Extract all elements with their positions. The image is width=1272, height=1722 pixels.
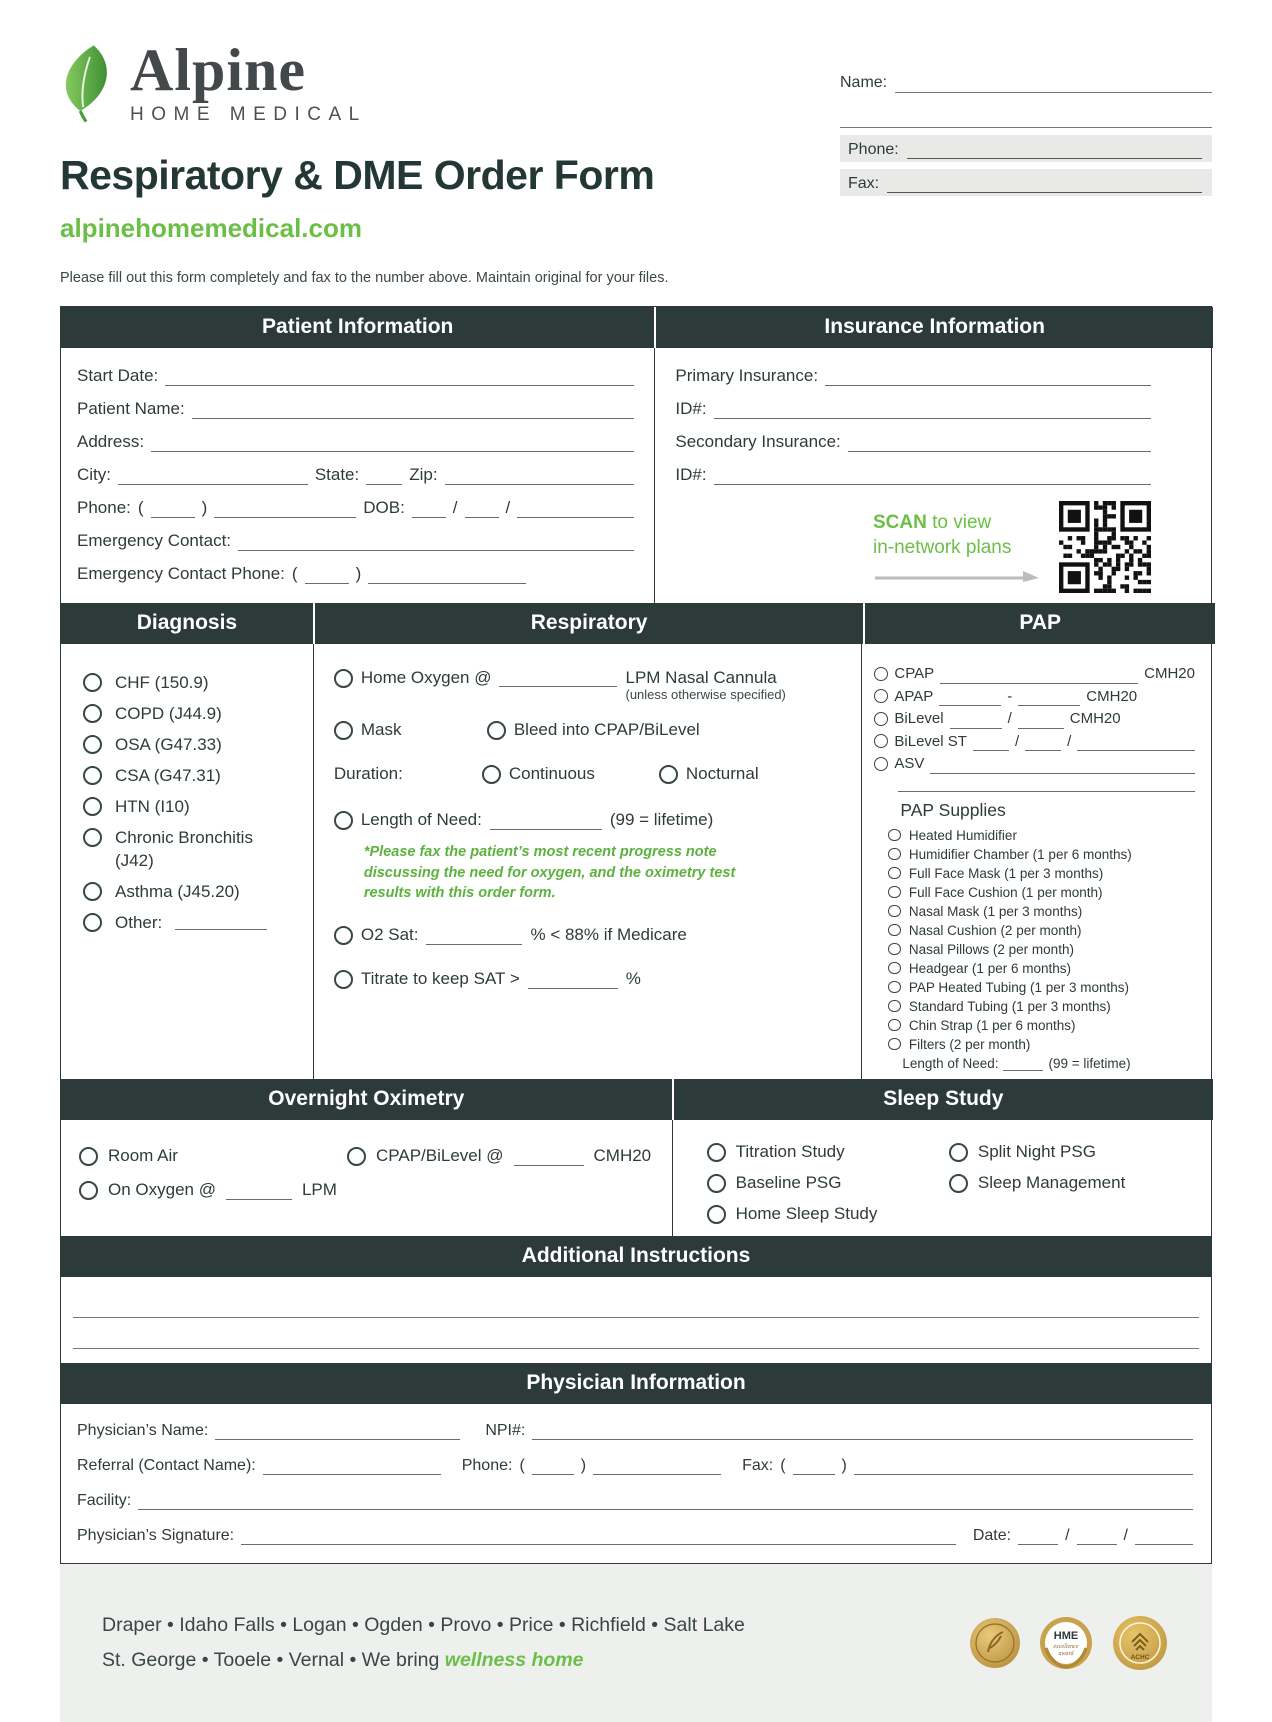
radio-on-oxygen[interactable] xyxy=(79,1181,98,1200)
svg-text:ACHC: ACHC xyxy=(1130,1653,1150,1661)
physician-information-section xyxy=(61,1404,1211,1563)
lpm-label: LPM xyxy=(301,1179,337,1199)
slash: / xyxy=(1065,1526,1070,1544)
radio-asthma[interactable] xyxy=(83,882,102,901)
secondary-id-blank[interactable] xyxy=(714,465,1151,485)
radio-pap-supply[interactable] xyxy=(888,962,901,975)
primary-id-blank[interactable] xyxy=(714,399,1151,419)
slash: / xyxy=(1014,732,1020,750)
primary-insurance-blank[interactable] xyxy=(825,366,1151,386)
home-oxygen-suffix: LPM Nasal Cannula xyxy=(625,668,777,687)
section-header-pap: PAP xyxy=(865,603,1215,644)
o2-sat-suffix: % < 88% if Medicare xyxy=(530,925,687,945)
cpap-label: CPAP xyxy=(894,665,935,682)
radio-length-of-need[interactable] xyxy=(334,811,353,830)
diagnosis-section xyxy=(61,644,313,1079)
length-of-need-label: Length of Need: xyxy=(360,810,482,830)
brand-block xyxy=(60,37,669,286)
brand-subtitle: HOME MEDICAL xyxy=(130,104,367,125)
sleep-option-label: Split Night PSG xyxy=(977,1141,1096,1161)
brand-name: Alpine xyxy=(130,37,307,103)
nocturnal-label: Nocturnal xyxy=(685,764,759,784)
paren-close: ) xyxy=(841,1456,847,1474)
website-link[interactable]: alpinehomemedical.com xyxy=(60,213,362,243)
radio-cpap[interactable] xyxy=(874,667,888,681)
cmh20-label: CMH20 xyxy=(593,1145,652,1165)
contact-fax-label: Fax: xyxy=(848,175,880,192)
dob-year-blank[interactable] xyxy=(517,498,634,518)
sleep-option-label: Home Sleep Study xyxy=(735,1203,878,1223)
on-oxygen-label: On Oxygen @ xyxy=(108,1179,216,1199)
facility-blank[interactable] xyxy=(138,1490,1193,1510)
hme-excellence-award-icon xyxy=(1038,1612,1094,1674)
room-air-label: Room Air xyxy=(108,1145,178,1165)
radio-sleep-management[interactable] xyxy=(949,1174,968,1193)
pap-supply-label: Heated Humidifier xyxy=(908,827,1017,843)
pap-supply-label: Full Face Cushion (1 per month) xyxy=(908,884,1103,900)
radio-titration-study[interactable] xyxy=(707,1143,726,1162)
pap-supply-label: Nasal Pillows (2 per month) xyxy=(908,941,1074,957)
pap-section xyxy=(861,644,1211,1079)
primary-id-label: ID#: xyxy=(675,399,707,418)
phone-area-blank[interactable] xyxy=(151,498,195,518)
radio-nocturnal[interactable] xyxy=(659,765,678,784)
pap-supply-label: Humidifier Chamber (1 per 6 months) xyxy=(908,846,1132,862)
additional-instructions-blank-2[interactable] xyxy=(73,1318,1199,1349)
emergency-phone-blank[interactable] xyxy=(368,564,526,584)
radio-pap-supply[interactable] xyxy=(888,1019,901,1032)
cmh20-label: CMH20 xyxy=(1144,665,1195,682)
pap-supply-label: Chin Strap (1 per 6 months) xyxy=(908,1017,1076,1033)
pap-supply-label: Filters (2 per month) xyxy=(908,1036,1031,1052)
section-header-overnight-oximetry: Overnight Oximetry xyxy=(61,1079,672,1120)
city-blank[interactable] xyxy=(118,465,308,485)
achc-accreditation-seal-icon xyxy=(1110,1612,1170,1674)
bilevel-label: BiLevel xyxy=(894,710,944,727)
respiratory-section xyxy=(313,644,862,1079)
secondary-insurance-label: Secondary Insurance: xyxy=(675,432,841,451)
slash: / xyxy=(1067,732,1072,750)
date-day-blank[interactable] xyxy=(1077,1525,1117,1545)
address-label: Address: xyxy=(77,432,145,451)
radio-htn[interactable] xyxy=(83,797,102,816)
slash: / xyxy=(505,498,511,517)
radio-pap-supply[interactable] xyxy=(888,924,901,937)
paren-open: ( xyxy=(291,564,298,583)
locations-text: Draper • Idaho Falls • Logan • Ogden • Provo • Price • Richfield • Salt Lake St. George • Tooele • Vernal • We bring wellness home xyxy=(102,1614,745,1671)
pap-supply-label: Full Face Mask (1 per 3 months) xyxy=(908,865,1104,881)
radio-pap-supply[interactable] xyxy=(888,829,901,842)
sleep-option-label: Titration Study xyxy=(735,1141,845,1161)
physician-phone-area-blank[interactable] xyxy=(532,1455,574,1475)
emergency-contact-phone-label: Emergency Contact Phone: xyxy=(77,564,285,583)
bilevel-st-blank-1[interactable] xyxy=(973,734,1009,751)
continuous-label: Continuous xyxy=(508,764,595,784)
contact-name-label: Name: xyxy=(840,74,888,91)
duration-label: Duration: xyxy=(333,764,403,784)
section-header-diagnosis: Diagnosis xyxy=(61,603,313,644)
insurance-information-section xyxy=(654,348,1211,603)
npi-blank[interactable] xyxy=(532,1420,1193,1440)
address-blank[interactable] xyxy=(151,432,634,452)
bilevel-ipap-blank[interactable] xyxy=(950,712,1002,729)
physician-name-label: Physician’s Name: xyxy=(77,1421,209,1439)
radio-pap-supply[interactable] xyxy=(888,943,901,956)
emergency-phone-area-blank[interactable] xyxy=(305,564,349,584)
physician-fax-label: Fax: xyxy=(742,1456,774,1474)
facility-label: Facility: xyxy=(77,1491,132,1509)
diagnosis-label: Asthma (J45.20) xyxy=(115,881,240,901)
radio-o2-sat[interactable] xyxy=(334,926,353,945)
apap-label: APAP xyxy=(894,687,934,705)
form-table xyxy=(60,306,1212,1564)
radio-copd[interactable] xyxy=(83,704,102,723)
radio-pap-supply[interactable] xyxy=(888,867,901,880)
cpap-bilevel-label: CPAP/BiLevel @ xyxy=(376,1145,504,1165)
contact-phone-label: Phone: xyxy=(848,141,899,158)
on-oxygen-lpm-blank[interactable] xyxy=(226,1180,292,1200)
apap-min-blank[interactable] xyxy=(939,689,1001,706)
city-label: City: xyxy=(77,465,111,484)
slash: / xyxy=(1123,1526,1128,1544)
cpap-bilevel-blank[interactable] xyxy=(514,1146,584,1166)
radio-bleed-into-cpap[interactable] xyxy=(487,721,506,740)
referral-label: Referral (Contact Name): xyxy=(77,1456,256,1474)
diagnosis-label: Chronic Bronchitis (J42) xyxy=(115,828,253,870)
contact-name-blank-2[interactable] xyxy=(840,97,1212,128)
diagnosis-label: CHF (150.9) xyxy=(115,673,209,692)
patient-information-section xyxy=(61,348,654,603)
radio-pap-supply[interactable] xyxy=(888,886,901,899)
home-oxygen-lpm-blank[interactable] xyxy=(499,668,617,687)
paren-open: ( xyxy=(137,498,144,517)
section-header-patient-information: Patient Information xyxy=(61,307,654,348)
cpap-pressure-blank[interactable] xyxy=(940,667,1138,684)
radio-apap[interactable] xyxy=(874,689,888,703)
mask-label: Mask xyxy=(360,720,402,740)
cmh20-label: CMH20 xyxy=(1069,710,1121,727)
home-oxygen-note: (unless otherwise specified) xyxy=(625,686,786,702)
radio-room-air[interactable] xyxy=(79,1147,98,1166)
section-header-additional-instructions: Additional Instructions xyxy=(61,1236,1211,1277)
slash: / xyxy=(1007,710,1012,727)
pap-supply-label: Nasal Mask (1 per 3 months) xyxy=(908,903,1083,919)
pap-supply-label: Nasal Cushion (2 per month) xyxy=(908,922,1082,938)
physician-signature-label: Physician’s Signature: xyxy=(77,1526,235,1544)
radio-pap-supply[interactable] xyxy=(888,905,901,918)
qr-code xyxy=(1059,501,1151,593)
sleep-option-label: Sleep Management xyxy=(977,1172,1126,1192)
start-date-blank[interactable] xyxy=(165,366,634,386)
paren-close: ) xyxy=(580,1456,587,1474)
physician-fax-blank[interactable] xyxy=(854,1455,1193,1475)
physician-name-blank[interactable] xyxy=(215,1420,460,1440)
physician-fax-area-blank[interactable] xyxy=(793,1455,835,1475)
section-header-insurance-information: Insurance Information xyxy=(656,307,1213,348)
dob-label: DOB: xyxy=(363,498,405,517)
diagnosis-label: COPD (J44.9) xyxy=(115,704,222,724)
primary-insurance-label: Primary Insurance: xyxy=(675,366,819,385)
emergency-contact-label: Emergency Contact: xyxy=(77,531,232,550)
secondary-id-label: ID#: xyxy=(675,465,707,484)
dob-month-blank[interactable] xyxy=(412,498,446,518)
patient-name-label: Patient Name: xyxy=(77,399,185,418)
contact-fax-blank[interactable] xyxy=(887,174,1202,193)
additional-instructions-blank-1[interactable] xyxy=(73,1291,1199,1318)
award-badges xyxy=(968,1612,1170,1674)
radio-mask[interactable] xyxy=(334,721,353,740)
paren-close: ) xyxy=(355,564,362,583)
o2-sat-label: O2 Sat: xyxy=(360,925,419,945)
date-month-blank[interactable] xyxy=(1018,1525,1058,1545)
fax-contact-box xyxy=(840,74,1212,286)
radio-pap-supply[interactable] xyxy=(888,1038,901,1051)
svg-text:HME: HME xyxy=(1053,1629,1079,1642)
radio-pap-supply[interactable] xyxy=(888,981,901,994)
o2-sat-blank[interactable] xyxy=(426,925,522,945)
radio-chronic-bronchitis[interactable] xyxy=(83,828,102,847)
paren-open: ( xyxy=(780,1456,786,1474)
titrate-blank[interactable] xyxy=(528,969,618,989)
pap-supply-label: Headgear (1 per 6 months) xyxy=(908,960,1071,976)
radio-chf[interactable] xyxy=(83,673,102,692)
wellness-home-tagline: wellness home xyxy=(444,1648,584,1671)
asv-label: ASV xyxy=(894,755,925,772)
radio-baseline-psg[interactable] xyxy=(707,1174,726,1193)
other-diagnosis-blank[interactable] xyxy=(175,912,267,930)
additional-instructions-section xyxy=(61,1277,1211,1363)
pap-supply-label: Standard Tubing (1 per 3 months) xyxy=(908,998,1111,1014)
diagnosis-label: HTN (I10) xyxy=(115,797,190,817)
titrate-label: Titrate to keep SAT > xyxy=(360,969,520,989)
overnight-oximetry-section xyxy=(61,1120,672,1236)
cmh20-label: CMH20 xyxy=(1086,687,1138,705)
radio-asv[interactable] xyxy=(874,757,888,771)
diagnosis-label: OSA (G47.33) xyxy=(115,735,222,755)
fill-instruction: Please fill out this form completely and fax to the number above. Maintain original for your files. xyxy=(60,270,669,286)
radio-bilevel-st[interactable] xyxy=(874,734,888,748)
pap-length-of-need-suffix: (99 = lifetime) xyxy=(1048,1055,1131,1071)
secondary-insurance-blank[interactable] xyxy=(848,432,1151,452)
npi-label: NPI#: xyxy=(485,1421,526,1439)
paren-open: ( xyxy=(519,1456,525,1474)
radio-pap-supply[interactable] xyxy=(888,848,901,861)
pap-length-of-need-blank[interactable] xyxy=(1003,1056,1043,1071)
slash: / xyxy=(452,498,458,517)
radio-home-oxygen[interactable] xyxy=(334,669,353,688)
bilevel-st-blank-2[interactable] xyxy=(1025,734,1061,751)
bilevel-epap-blank[interactable] xyxy=(1018,712,1064,729)
gold-coin-medal-icon xyxy=(968,1612,1022,1674)
radio-csa[interactable] xyxy=(83,766,102,785)
diagnosis-label: CSA (G47.31) xyxy=(115,766,221,786)
dash: - xyxy=(1007,687,1013,705)
sleep-option-label: Baseline PSG xyxy=(735,1172,842,1192)
radio-bilevel[interactable] xyxy=(874,712,888,726)
radio-pap-supply[interactable] xyxy=(888,1000,901,1013)
phone-label: Phone: xyxy=(77,498,131,517)
emergency-contact-blank[interactable] xyxy=(238,531,634,551)
scan-arrow-icon xyxy=(873,569,1043,583)
scan-to-view-text: SCAN to view in-network plans xyxy=(873,511,1043,582)
date-label: Date: xyxy=(972,1526,1012,1544)
section-header-respiratory: Respiratory xyxy=(315,603,864,644)
radio-home-sleep-study[interactable] xyxy=(707,1205,726,1224)
apap-max-blank[interactable] xyxy=(1018,689,1080,706)
physician-phone-label: Phone: xyxy=(461,1456,513,1474)
section-header-sleep-study: Sleep Study xyxy=(674,1079,1213,1120)
contact-phone-blank[interactable] xyxy=(907,140,1202,159)
start-date-label: Start Date: xyxy=(77,366,159,385)
length-of-need-suffix: (99 = lifetime) xyxy=(609,810,714,830)
fax-progress-note: *Please fax the patient’s most recent progress note discussing the need for oxygen, and the oximetry test results with this order form. xyxy=(363,844,736,902)
contact-name-blank[interactable] xyxy=(895,74,1212,93)
state-label: State: xyxy=(314,465,360,484)
asv-continuation-blank[interactable] xyxy=(898,777,1195,792)
asv-blank[interactable] xyxy=(930,757,1195,774)
sleep-study-section xyxy=(672,1120,1211,1236)
titrate-suffix: % xyxy=(625,969,641,989)
form-title: Respiratory & DME Order Form xyxy=(60,152,655,198)
paren-close: ) xyxy=(201,498,208,517)
state-blank[interactable] xyxy=(366,465,402,485)
pap-supply-label: PAP Heated Tubing (1 per 3 months) xyxy=(908,979,1130,995)
pap-supplies-title: PAP Supplies xyxy=(900,799,1006,820)
leaf-logo-icon xyxy=(60,43,116,123)
page-header xyxy=(0,0,1272,286)
section-header-physician-information: Physician Information xyxy=(61,1363,1211,1404)
bilevel-st-label: BiLevel ST xyxy=(894,732,967,750)
zip-blank[interactable] xyxy=(445,465,635,485)
radio-split-night-psg[interactable] xyxy=(949,1143,968,1162)
physician-phone-blank[interactable] xyxy=(593,1455,721,1475)
svg-text:excellence: excellence xyxy=(1053,1643,1079,1650)
svg-text:award: award xyxy=(1058,1650,1074,1657)
phone-number-blank[interactable] xyxy=(214,498,356,518)
pap-length-of-need-label: Length of Need: xyxy=(902,1055,999,1071)
home-oxygen-label: Home Oxygen @ xyxy=(360,668,492,687)
radio-continuous[interactable] xyxy=(482,765,501,784)
radio-titrate[interactable] xyxy=(334,970,353,989)
other-diagnosis-label: Other: xyxy=(115,912,163,932)
dob-day-blank[interactable] xyxy=(465,498,499,518)
physician-signature-blank[interactable] xyxy=(241,1525,956,1545)
radio-other-diagnosis[interactable] xyxy=(83,913,102,932)
footer-band xyxy=(60,1564,1212,1722)
patient-name-blank[interactable] xyxy=(192,399,635,419)
referral-blank[interactable] xyxy=(263,1455,441,1475)
radio-cpap-bilevel-oximetry[interactable] xyxy=(347,1147,366,1166)
length-of-need-blank[interactable] xyxy=(490,810,602,830)
bilevel-st-blank-3[interactable] xyxy=(1077,734,1195,751)
zip-label: Zip: xyxy=(409,465,438,484)
bleed-label: Bleed into CPAP/BiLevel xyxy=(513,720,700,740)
radio-osa[interactable] xyxy=(83,735,102,754)
date-year-blank[interactable] xyxy=(1135,1525,1193,1545)
